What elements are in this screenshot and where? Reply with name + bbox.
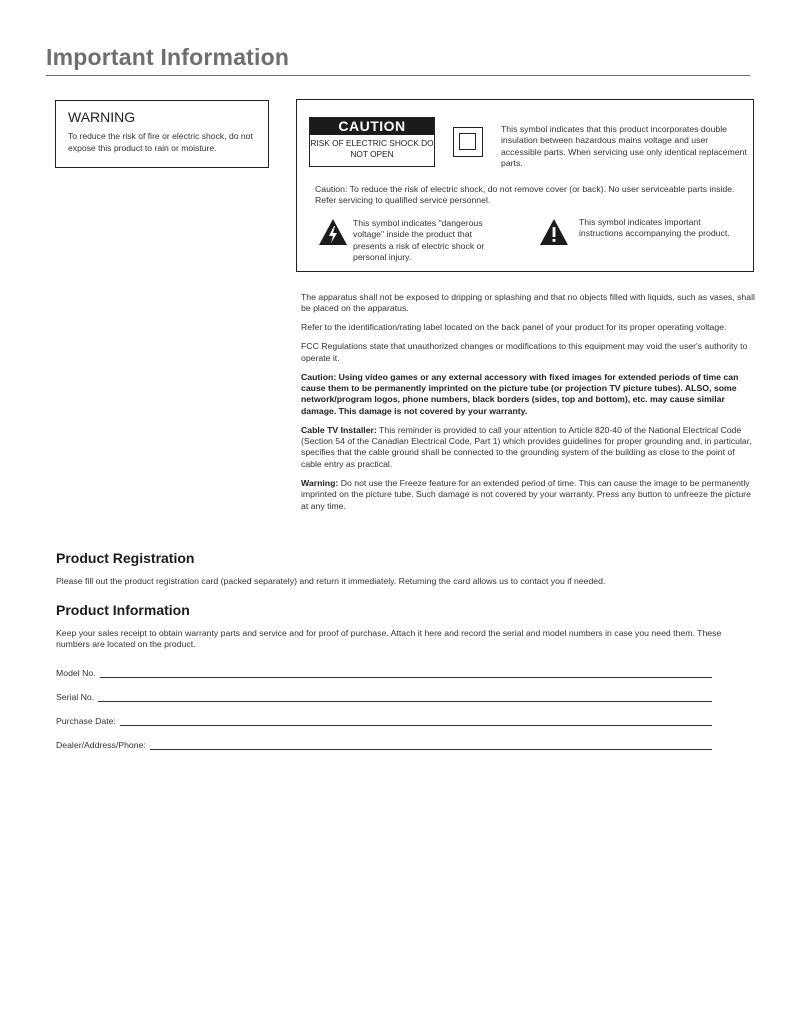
- dealer-label: Dealer/Address/Phone:: [56, 740, 146, 750]
- cable-installer-text: This reminder is provided to call your attention to Article 820-40 of the National Electrical Code (Section 54 of the Canadian Electrical Code, Part 1) which provides guidelines for proper grounding and, in particular, specifies that the cable ground shall be connected to the grounding system of the building as close to the point of cable entry as practical.: [301, 424, 752, 469]
- lightning-triangle-icon: [318, 218, 348, 246]
- warning-text: To reduce the risk of fire or electric shock, do not expose this product to rain or moisture.: [68, 131, 253, 153]
- purchase-date-row: [56, 712, 712, 726]
- paragraph-caution-images: Caution: Using video games or any external accessory with fixed images for extended periods of time can cause them to be permanently imprinted on the picture tube (or projection TV picture tubes). ALSO, some network/program logos, phone numbers, black borders (sides, top and bottom), etc. may cause similar damage. This damage is not covered by your warranty.: [301, 371, 739, 416]
- dealer-line[interactable]: [150, 741, 712, 750]
- cable-installer-label: Cable TV Installer:: [301, 424, 377, 435]
- product-information-text: Keep your sales receipt to obtain warranty parts and service and for proof of purchase. Attach it here and record the serial and model numbers in case you need them. These numbers are located on the product.: [56, 628, 722, 650]
- serial-number-line[interactable]: [98, 693, 712, 702]
- dealer-row: [56, 736, 712, 750]
- caution-label: [309, 117, 435, 167]
- caution-subtext: RISK OF ELECTRIC SHOCK DO NOT OPEN: [310, 138, 434, 159]
- paragraph-freeze-warning: [301, 478, 756, 512]
- paragraph-liquids: The apparatus shall not be exposed to dripping or splashing and that no objects filled with liquids, such as vases, shall be placed on the apparatus.: [301, 292, 755, 314]
- page-title: Important Information: [46, 44, 290, 70]
- purchase-date-line[interactable]: [120, 717, 712, 726]
- purchase-date-label: Purchase Date:: [56, 716, 116, 726]
- double-insulation-text: This symbol indicates that this product incorporates double insulation between hazardous mains voltage and user accessible parts. When servicing use only identical replacement parts.: [501, 124, 747, 168]
- caution-text: Caution: To reduce the risk of electric shock, do not remove cover (or back). No user serviceable parts inside. Refer servicing to qualified service personnel.: [315, 184, 735, 206]
- paragraph-fcc: FCC Regulations state that unauthorized changes or modifications to this equipment may void the user's authority to operate it.: [301, 341, 748, 363]
- model-number-line[interactable]: [100, 669, 712, 678]
- product-information-heading: Product Information: [56, 602, 190, 618]
- caution-header: CAUTION: [310, 118, 434, 135]
- warning-title: WARNING: [68, 109, 136, 125]
- title-rule: [46, 75, 750, 76]
- product-registration-text: Please fill out the product registration card (packed separately) and return it immediately. Returning the card allows us to contact you if needed.: [56, 576, 606, 586]
- model-number-label: Model No.: [56, 668, 96, 678]
- double-insulation-icon: [453, 127, 483, 157]
- caution-box: [296, 99, 754, 272]
- product-registration-heading: Product Registration: [56, 550, 195, 566]
- serial-number-label: Serial No.: [56, 692, 95, 702]
- voltage-symbol-text: This symbol indicates "dangerous voltage" inside the product that presents a risk of electric shock or personal injury.: [353, 218, 485, 262]
- instructions-symbol-text: This symbol indicates important instructions accompanying the product.: [579, 217, 730, 239]
- paragraph-cable-installer: [301, 425, 756, 471]
- safety-body: [301, 292, 756, 520]
- model-number-row: [56, 664, 712, 678]
- paragraph-voltage: Refer to the identification/rating label located on the back panel of your product for its proper operating voltage.: [301, 322, 727, 333]
- freeze-warning-text: Do not use the Freeze feature for an extended period of time. This can cause the image to be permanently imprinted on the picture tube. Such damage is not covered by your warranty. Press any button to unfreeze the picture at any time.: [301, 477, 751, 511]
- exclamation-triangle-icon: [539, 218, 569, 246]
- freeze-warning-label: Warning:: [301, 477, 339, 488]
- warning-box: [55, 100, 269, 168]
- serial-number-row: [56, 688, 712, 702]
